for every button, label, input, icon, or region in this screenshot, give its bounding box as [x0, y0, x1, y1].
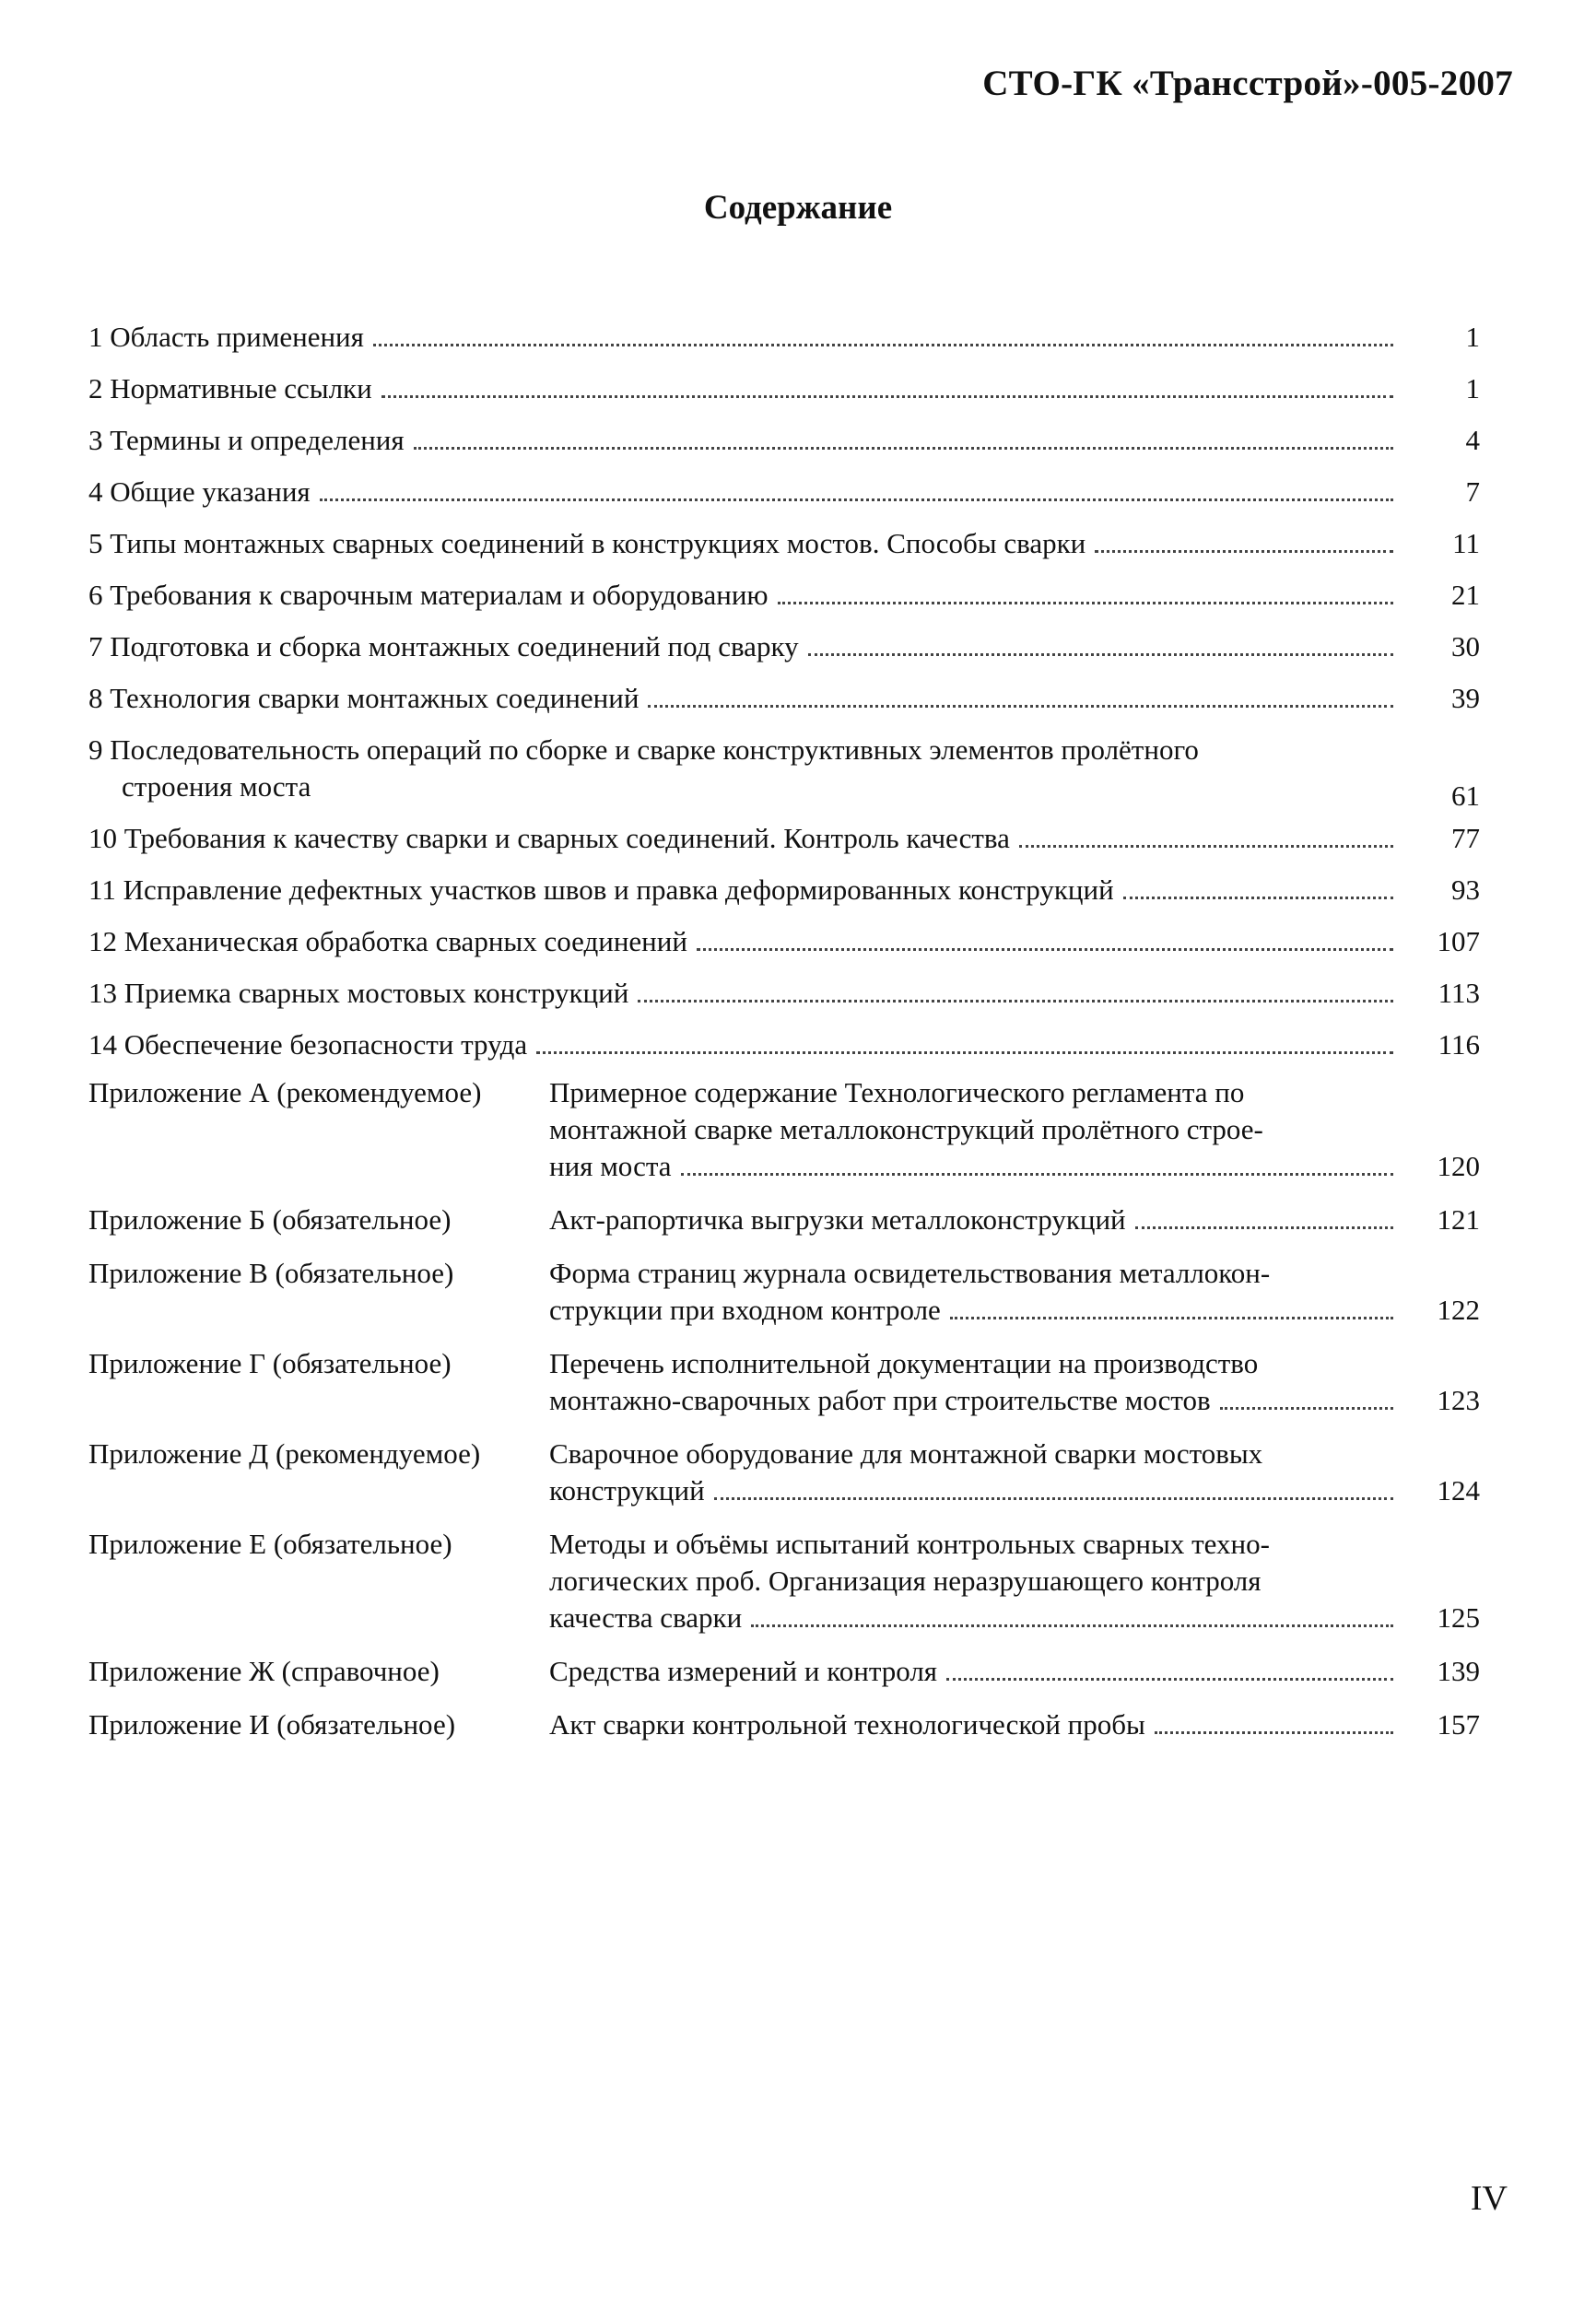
dot-leader: [536, 1051, 1393, 1054]
page-reference: 157: [1437, 1708, 1480, 1741]
section-title: Нормативные ссылки: [110, 372, 372, 404]
sections-list: [88, 319, 1480, 1063]
toc-entry[interactable]: [88, 319, 1480, 356]
dot-leader: [1135, 1226, 1393, 1229]
toc-entry[interactable]: [88, 422, 1480, 459]
page-number: IV: [1470, 2179, 1508, 2218]
page-reference: 124: [1437, 1474, 1480, 1507]
appendix-title-line: Примерное содержание Технологического регламента по: [549, 1076, 1245, 1108]
appendix-title-line: Акт-рапортичка выгрузки металлоконструкций: [549, 1203, 1126, 1236]
section-number: 7: [88, 630, 111, 662]
appendix-title-line: Методы и объёмы испытаний контрольных сварных техно-: [549, 1528, 1270, 1560]
section-title: Исправление дефектных участков швов и правка деформированных конструкций: [123, 873, 1114, 906]
appendix-name: Приложение Д (рекомендуемое): [88, 1437, 481, 1470]
dot-leader: [714, 1497, 1393, 1500]
dot-leader: [946, 1678, 1393, 1681]
dot-leader: [1123, 897, 1393, 899]
page-reference: 61: [1451, 780, 1480, 812]
toc-entry[interactable]: [88, 1026, 1480, 1063]
section-title: Подготовка и сборка монтажных соединений под сварку: [110, 630, 799, 662]
toc-entry[interactable]: [88, 680, 1480, 717]
section-title: Приемка сварных мостовых конструкций: [123, 977, 629, 1009]
dot-leader: [778, 602, 1393, 604]
appendix-entry[interactable]: [88, 1653, 1480, 1690]
dot-leader: [1019, 845, 1393, 848]
section-number: 10: [88, 822, 124, 854]
toc-entry[interactable]: [88, 923, 1480, 960]
toc-entry[interactable]: [88, 872, 1480, 909]
appendix-name: Приложение А (рекомендуемое): [88, 1076, 482, 1108]
appendix-title-line: Перечень исполнительной документации на производство: [549, 1347, 1259, 1379]
dot-leader: [950, 1317, 1393, 1319]
dot-leader: [1095, 550, 1393, 553]
toc-entry[interactable]: [88, 474, 1480, 510]
section-number: 5: [88, 527, 111, 559]
appendix-title-line: Форма страниц журнала освидетельствования металлокон-: [549, 1257, 1271, 1289]
appendix-name: Приложение Г (обязательное): [88, 1347, 452, 1379]
section-number: 12: [88, 925, 124, 957]
section-title: Общие указания: [110, 475, 311, 508]
dot-leader: [381, 395, 1393, 398]
section-number: 8: [88, 682, 111, 714]
appendix-title-line: Сварочное оборудование для монтажной сварки мостовых: [549, 1437, 1263, 1470]
dot-leader: [1155, 1731, 1393, 1734]
section-number: 3: [88, 424, 111, 456]
section-number: 1: [88, 321, 111, 353]
section-number: 11: [88, 873, 123, 906]
page-reference: 4: [1465, 424, 1480, 456]
appendix-title-line: монтажной сварке металлоконструкций пролётного строе-: [549, 1113, 1263, 1145]
dot-leader: [320, 498, 1393, 501]
dot-leader: [751, 1624, 1393, 1627]
dot-leader: [681, 1173, 1393, 1176]
section-title: Область применения: [110, 321, 364, 353]
page-title: Содержание: [703, 189, 893, 227]
table-of-contents: [88, 319, 1480, 1760]
appendix-entry[interactable]: [88, 1255, 1480, 1329]
section-title: Последовательность операций по сборке и сварке конструктивных элементов пролётного: [110, 733, 1199, 766]
section-number: 4: [88, 475, 111, 508]
appendix-title-line: струкции при входном контроле: [549, 1294, 941, 1326]
page-reference: 139: [1437, 1655, 1480, 1687]
appendix-title-line: Акт сварки контрольной технологической пробы: [549, 1708, 1145, 1741]
section-number: 6: [88, 579, 111, 611]
section-title: Технология сварки монтажных соединений: [110, 682, 640, 714]
page-reference: 1: [1465, 321, 1480, 353]
section-title: Механическая обработка сварных соединений: [123, 925, 687, 957]
page-reference: 93: [1451, 873, 1480, 906]
page-reference: 30: [1451, 630, 1480, 662]
appendix-title-line: логических проб. Организация неразрушающего контроля: [549, 1565, 1262, 1597]
section-number: 2: [88, 372, 111, 404]
section-title: Требования к качеству сварки и сварных соединений. Контроль качества: [123, 822, 1010, 854]
appendix-entry[interactable]: [88, 1345, 1480, 1419]
page-reference: 121: [1437, 1203, 1480, 1236]
section-title: Требования к сварочным материалам и оборудованию: [110, 579, 769, 611]
dot-leader: [373, 344, 1393, 346]
page-reference: 120: [1437, 1150, 1480, 1182]
page-reference: 77: [1451, 822, 1480, 854]
dot-leader: [638, 1000, 1393, 1002]
appendices-list: [88, 1074, 1480, 1743]
dot-leader: [1220, 1407, 1393, 1410]
appendix-title-line: Средства измерений и контроля: [549, 1655, 938, 1687]
appendix-title-line: ния моста: [549, 1150, 672, 1182]
toc-entry[interactable]: [88, 370, 1480, 407]
dot-leader: [414, 447, 1393, 450]
page-reference: 1: [1465, 372, 1480, 404]
section-number: 9: [88, 733, 111, 766]
page-reference: 125: [1437, 1601, 1480, 1634]
appendix-name: Приложение Ж (справочное): [88, 1655, 440, 1687]
toc-entry[interactable]: [88, 525, 1480, 562]
appendix-name: Приложение И (обязательное): [88, 1708, 456, 1741]
appendix-entry[interactable]: [88, 1074, 1480, 1185]
section-title: Термины и определения: [110, 424, 405, 456]
appendix-name: Приложение В (обязательное): [88, 1257, 454, 1289]
toc-entry[interactable]: [88, 577, 1480, 614]
appendix-title-line: конструкций: [549, 1474, 705, 1507]
page-reference: 11: [1452, 527, 1480, 559]
toc-entry[interactable]: [88, 820, 1480, 857]
section-number: 13: [88, 977, 124, 1009]
appendix-entry[interactable]: [88, 1436, 1480, 1509]
page-reference: 39: [1451, 682, 1480, 714]
section-title-continued: строения моста: [122, 770, 311, 803]
page-reference: 7: [1465, 475, 1480, 508]
appendix-entry[interactable]: [88, 1526, 1480, 1636]
section-title: Обеспечение безопасности труда: [123, 1028, 528, 1061]
toc-entry[interactable]: [88, 732, 1480, 812]
document-code: СТО-ГК «Трансстрой»-005-2007: [982, 64, 1513, 103]
appendix-entry[interactable]: [88, 1202, 1480, 1238]
appendix-entry[interactable]: [88, 1706, 1480, 1743]
page-reference: 107: [1437, 925, 1480, 957]
section-number: 14: [88, 1028, 124, 1061]
appendix-name: Приложение Е (обязательное): [88, 1528, 452, 1560]
page-reference: 123: [1437, 1384, 1480, 1416]
dot-leader: [648, 705, 1393, 708]
dot-leader: [808, 653, 1393, 656]
page-reference: 116: [1438, 1028, 1480, 1061]
toc-entry[interactable]: [88, 975, 1480, 1012]
toc-entry[interactable]: [88, 628, 1480, 665]
page-reference: 122: [1437, 1294, 1480, 1326]
appendix-title-line: качества сварки: [549, 1601, 743, 1634]
page-reference: 21: [1451, 579, 1480, 611]
appendix-title-line: монтажно-сварочных работ при строительстве мостов: [549, 1384, 1211, 1416]
appendix-name: Приложение Б (обязательное): [88, 1203, 452, 1236]
page-reference: 113: [1438, 977, 1480, 1009]
dot-leader: [697, 948, 1393, 951]
section-title: Типы монтажных сварных соединений в конструкциях мостов. Способы сварки: [110, 527, 1086, 559]
